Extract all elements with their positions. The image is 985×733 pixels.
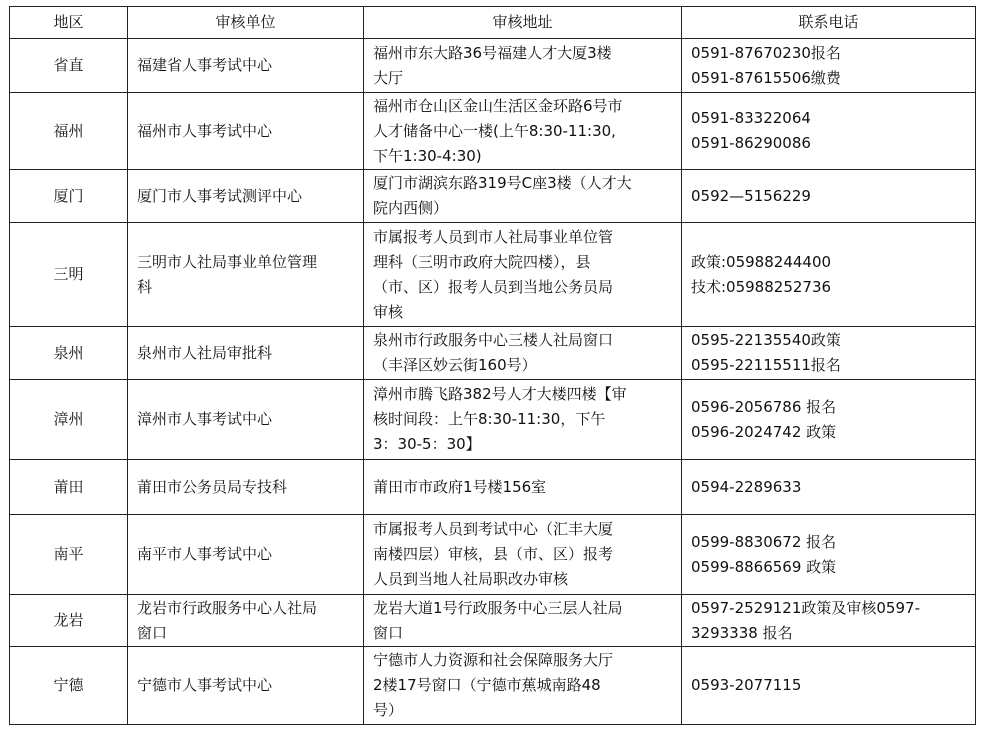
address-line: 2楼17号窗口（宁德市蕉城南路48 — [373, 676, 601, 694]
unit-cell — [128, 460, 364, 515]
phone-line: 0593-2077115 — [691, 676, 802, 694]
unit-line: 泉州市人社局审批科 — [137, 343, 273, 362]
unit-cell — [128, 39, 364, 93]
table-row — [10, 223, 976, 327]
phone-cell — [682, 39, 976, 93]
unit-line: 漳州市人事考试中心 — [137, 410, 273, 428]
table-row — [10, 515, 976, 595]
unit-line: 窗口 — [137, 623, 168, 642]
address-cell — [364, 170, 682, 223]
address-line: 下午1:30-4:30) — [373, 146, 482, 165]
region-cell: 龙岩 — [10, 595, 128, 647]
unit-line: 南平市人事考试中心 — [137, 545, 273, 563]
unit-cell — [128, 647, 364, 725]
phone-line: 0599-8830672 报名 — [691, 532, 837, 551]
phone-cell — [682, 595, 976, 647]
address-line: 福州市仓山区金山生活区金环路6号市 — [373, 96, 623, 115]
unit-line: 三明市人社局事业单位管理 — [137, 252, 318, 271]
unit-cell — [128, 223, 364, 327]
phone-line: 0591-87670230报名 — [691, 43, 841, 62]
phone-line: 0591-86290086 — [691, 134, 811, 152]
region-cell: 厦门 — [10, 170, 128, 223]
unit-line: 龙岩市行政服务中心人社局 — [137, 598, 318, 617]
phone-cell — [682, 647, 976, 725]
region-cell: 三明 — [10, 223, 128, 327]
address-line: 市属报考人员到考试中心（汇丰大厦 — [373, 520, 614, 538]
unit-cell — [128, 380, 364, 460]
address-line: 福州市东大路36号福建人才大厦3楼 — [373, 43, 612, 62]
address-line: 市属报考人员到市人社局事业单位管 — [373, 227, 614, 246]
phone-cell — [682, 327, 976, 380]
table-row — [10, 327, 976, 380]
table-body — [10, 39, 976, 725]
address-line: 大厅 — [373, 68, 404, 87]
region-cell: 宁德 — [10, 647, 128, 725]
address-cell — [364, 380, 682, 460]
region-cell: 漳州 — [10, 380, 128, 460]
address-line: （丰泽区妙云街160号） — [373, 356, 537, 374]
unit-cell — [128, 93, 364, 170]
table-row — [10, 170, 976, 223]
phone-line: 0599-8866569 政策 — [691, 557, 837, 576]
table-header-row — [10, 7, 976, 39]
unit-cell — [128, 595, 364, 647]
address-line: 核时间段：上午8:30-11:30，下午 — [373, 410, 606, 428]
phone-cell — [682, 460, 976, 515]
table-row — [10, 93, 976, 170]
address-line: 院内西侧） — [373, 199, 449, 217]
phone-line: 0596-2024742 政策 — [691, 422, 837, 441]
table-container — [9, 6, 976, 725]
phone-line: 0597-2529121政策及审核0597- — [691, 598, 920, 617]
region-cell: 泉州 — [10, 327, 128, 380]
header-address: 审核地址 — [364, 7, 682, 39]
address-line: 窗口 — [373, 623, 404, 642]
phone-line: 0595-22115511报名 — [691, 356, 841, 374]
address-line: 号） — [373, 701, 404, 719]
address-line: 南楼四层）审核，县（市、区）报考 — [373, 545, 614, 563]
region-cell: 南平 — [10, 515, 128, 595]
address-line: 宁德市人力资源和社会保障服务大厅 — [373, 651, 614, 669]
address-line: 漳州市腾飞路382号人才大楼四楼【审 — [373, 385, 627, 403]
phone-cell — [682, 170, 976, 223]
region-cell: 莆田 — [10, 460, 128, 515]
table-row — [10, 460, 976, 515]
address-line: 莆田市市政府1号楼156室 — [373, 477, 547, 496]
table-row — [10, 380, 976, 460]
unit-cell — [128, 515, 364, 595]
address-line: 泉州市行政服务中心三楼人社局窗口 — [373, 331, 614, 349]
audit-contact-table — [9, 6, 976, 725]
address-line: 审核 — [373, 302, 404, 321]
address-cell — [364, 647, 682, 725]
header-region: 地区 — [10, 7, 128, 39]
phone-line: 0594-2289633 — [691, 477, 802, 496]
unit-cell — [128, 327, 364, 380]
table-row — [10, 39, 976, 93]
address-line: 理科（三明市政府大院四楼），县 — [373, 252, 591, 271]
phone-line: 0592—5156229 — [691, 186, 811, 205]
address-cell — [364, 515, 682, 595]
address-line: 3：30-5：30】 — [373, 435, 481, 453]
address-cell — [364, 595, 682, 647]
unit-line: 福州市人事考试中心 — [137, 121, 273, 140]
unit-line: 厦门市人事考试测评中心 — [137, 186, 303, 205]
address-line: 龙岩大道1号行政服务中心三层人社局 — [373, 598, 623, 617]
region-cell: 福州 — [10, 93, 128, 170]
address-cell — [364, 39, 682, 93]
header-phone: 联系电话 — [682, 7, 976, 39]
phone-line: 0596-2056786 报名 — [691, 397, 837, 416]
address-line: 人员到当地人社局职改办审核 — [373, 570, 569, 588]
address-line: （市、区）报考人员到当地公务员局 — [373, 277, 614, 296]
address-cell — [364, 93, 682, 170]
phone-cell — [682, 93, 976, 170]
phone-line: 0591-87615506缴费 — [691, 68, 841, 87]
unit-cell — [128, 170, 364, 223]
unit-line: 福建省人事考试中心 — [137, 56, 273, 74]
phone-cell — [682, 223, 976, 327]
address-line: 厦门市湖滨东路319号C座3楼（人才大 — [373, 174, 632, 192]
region-cell: 省直 — [10, 39, 128, 93]
phone-line: 技术:05988252736 — [691, 277, 832, 296]
unit-line: 科 — [137, 277, 153, 296]
table-row — [10, 595, 976, 647]
unit-line: 莆田市公务员局专技科 — [137, 477, 288, 496]
table-row — [10, 647, 976, 725]
phone-line: 0595-22135540政策 — [691, 331, 841, 349]
address-line: 人才储备中心一楼(上午8:30-11:30, — [373, 121, 616, 140]
address-cell — [364, 223, 682, 327]
address-cell — [364, 460, 682, 515]
address-cell — [364, 327, 682, 380]
phone-line: 3293338 报名 — [691, 623, 793, 642]
phone-line: 0591-83322064 — [691, 109, 811, 127]
phone-cell — [682, 515, 976, 595]
phone-line: 政策:05988244400 — [691, 252, 832, 271]
header-unit: 审核单位 — [128, 7, 364, 39]
phone-cell — [682, 380, 976, 460]
unit-line: 宁德市人事考试中心 — [137, 676, 273, 694]
